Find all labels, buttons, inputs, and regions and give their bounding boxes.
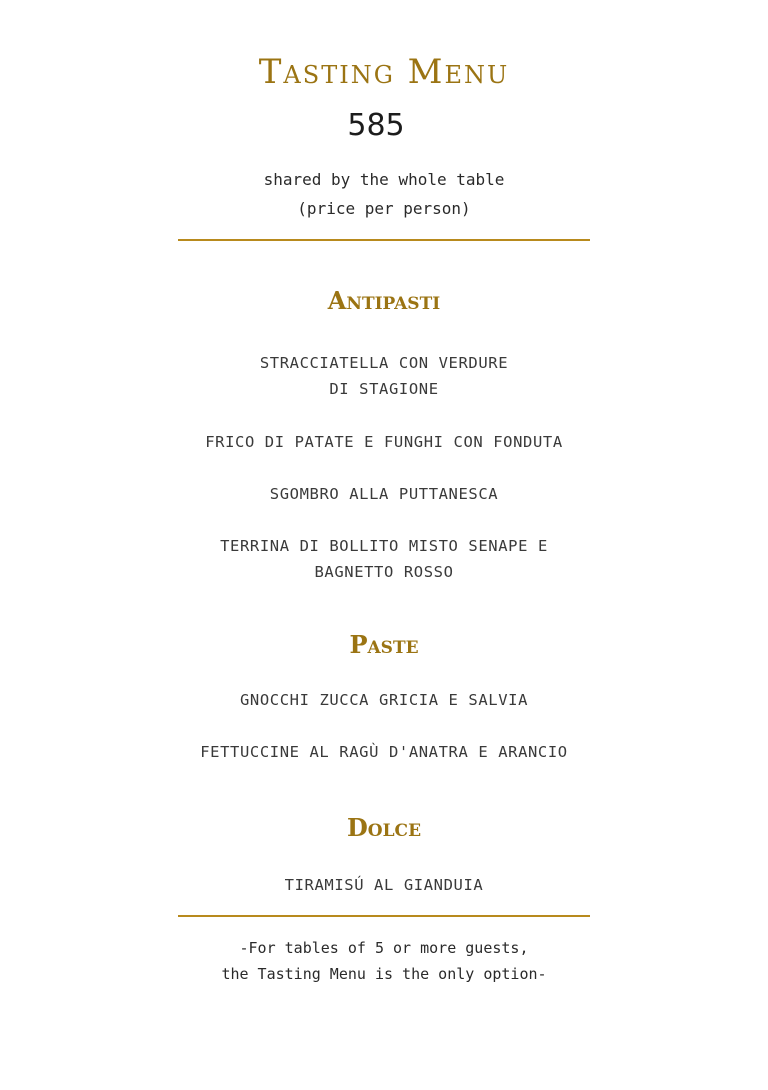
sharing-note: shared by the whole table <box>263 170 505 189</box>
bottom-divider <box>178 915 590 917</box>
menu-title: Tasting Menu <box>258 52 510 92</box>
dish-item: TERRINA DI BOLLITO MISTO SENAPE E BAGNETTO ROSSO <box>220 537 548 581</box>
top-divider <box>178 239 590 241</box>
dish-item: TIRAMISÚ AL GIANDUIA <box>284 876 484 894</box>
dish-item: SGOMBRO ALLA PUTTANESCA <box>269 485 499 503</box>
dish-item: GNOCCHI ZUCCA GRICIA E SALVIA <box>239 691 529 709</box>
price-per-person-note: (price per person) <box>297 199 471 218</box>
dish-item: FETTUCCINE AL RAGÙ D'ANATRA E ARANCIO <box>200 743 568 761</box>
dish-item: STRACCIATELLA CON VERDURE DI STAGIONE <box>259 354 509 398</box>
section-heading-antipasti: Antipasti <box>327 286 441 315</box>
footer-note-line1: -For tables of 5 or more guests, <box>239 939 529 957</box>
footer-note-line2: the Tasting Menu is the only option- <box>221 965 547 983</box>
section-heading-dolce: Dolce <box>346 813 422 842</box>
menu-price: 585 <box>347 108 405 143</box>
section-heading-paste: Paste <box>349 630 419 659</box>
dish-item: FRICO DI PATATE E FUNGHI CON FONDUTA <box>205 433 563 451</box>
